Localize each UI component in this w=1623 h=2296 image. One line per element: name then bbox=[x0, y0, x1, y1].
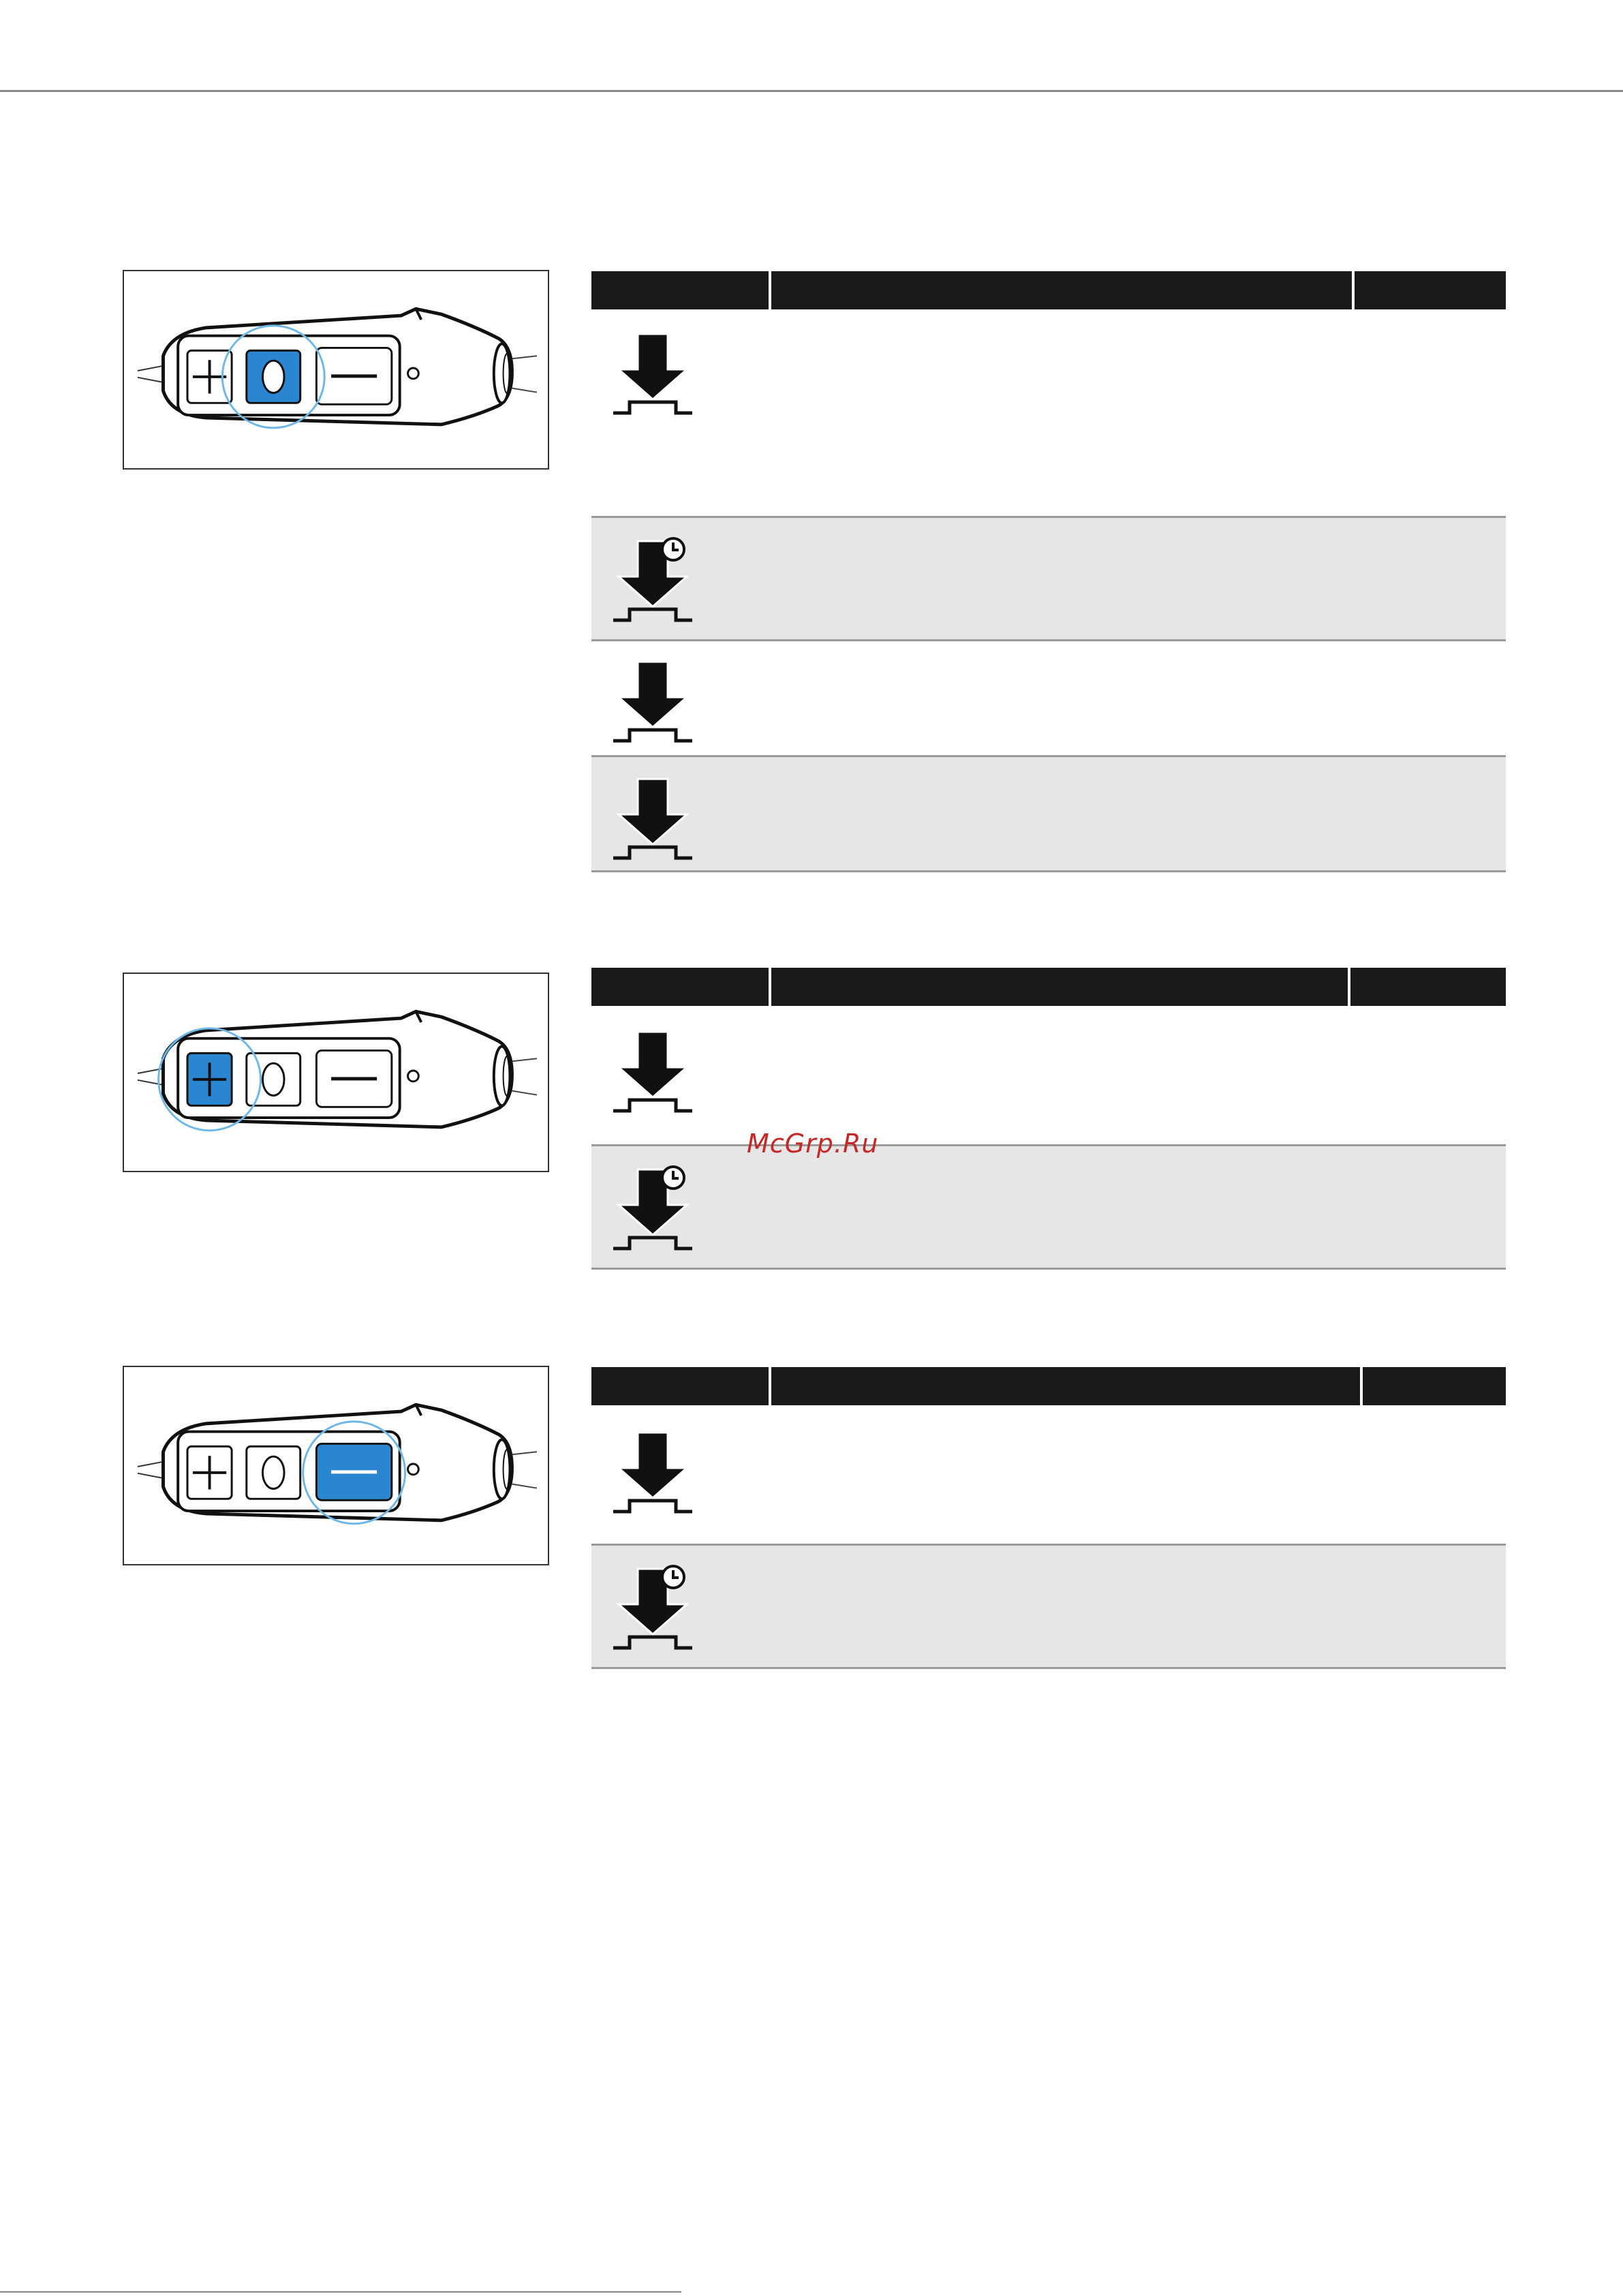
remote-illustration-volume-up bbox=[123, 973, 549, 1172]
header-cell-2 bbox=[771, 271, 1355, 309]
top-rule bbox=[0, 90, 1623, 92]
header-cell-3 bbox=[1355, 271, 1506, 309]
header-cell-1 bbox=[591, 1367, 771, 1405]
action-table-volume-up bbox=[591, 968, 1506, 1270]
watermark: McGrp.Ru bbox=[747, 1129, 879, 1159]
table-row-long-press bbox=[591, 1146, 1506, 1270]
press-down-arrow-icon bbox=[610, 1026, 696, 1115]
table-row-short-press bbox=[591, 309, 1506, 518]
header-cell-3 bbox=[1350, 968, 1506, 1006]
action-table-multifunction bbox=[591, 271, 1506, 872]
action-table-volume-down bbox=[591, 1367, 1506, 1669]
press-down-arrow-icon bbox=[610, 774, 696, 862]
header-cell-2 bbox=[771, 968, 1350, 1006]
press-down-arrow-icon bbox=[610, 656, 696, 745]
press-hold-clock-icon bbox=[610, 536, 696, 624]
header-cell-1 bbox=[591, 968, 771, 1006]
table-row-short-press bbox=[591, 1405, 1506, 1546]
table-row-long-press bbox=[591, 1546, 1506, 1669]
remote-control-drawing bbox=[124, 1367, 548, 1564]
press-hold-clock-icon bbox=[610, 1164, 696, 1253]
header-cell-3 bbox=[1363, 1367, 1506, 1405]
remote-control-drawing bbox=[124, 974, 548, 1171]
remote-control-drawing bbox=[124, 271, 548, 468]
press-down-arrow-icon bbox=[610, 1427, 696, 1516]
table-row-short-press bbox=[591, 1006, 1506, 1146]
table-row-long-press bbox=[591, 518, 1506, 641]
table-row-short-press-3 bbox=[591, 757, 1506, 872]
table-header bbox=[591, 271, 1506, 309]
remote-illustration-multifunction bbox=[123, 270, 549, 470]
table-header bbox=[591, 1367, 1506, 1405]
table-header bbox=[591, 968, 1506, 1006]
remote-illustration-volume-down bbox=[123, 1366, 549, 1565]
header-cell-2 bbox=[771, 1367, 1363, 1405]
press-down-arrow-icon bbox=[610, 328, 696, 417]
bottom-rule bbox=[0, 2291, 681, 2293]
table-row-short-press-2 bbox=[591, 641, 1506, 757]
header-cell-1 bbox=[591, 271, 771, 309]
press-hold-clock-icon bbox=[610, 1563, 696, 1652]
